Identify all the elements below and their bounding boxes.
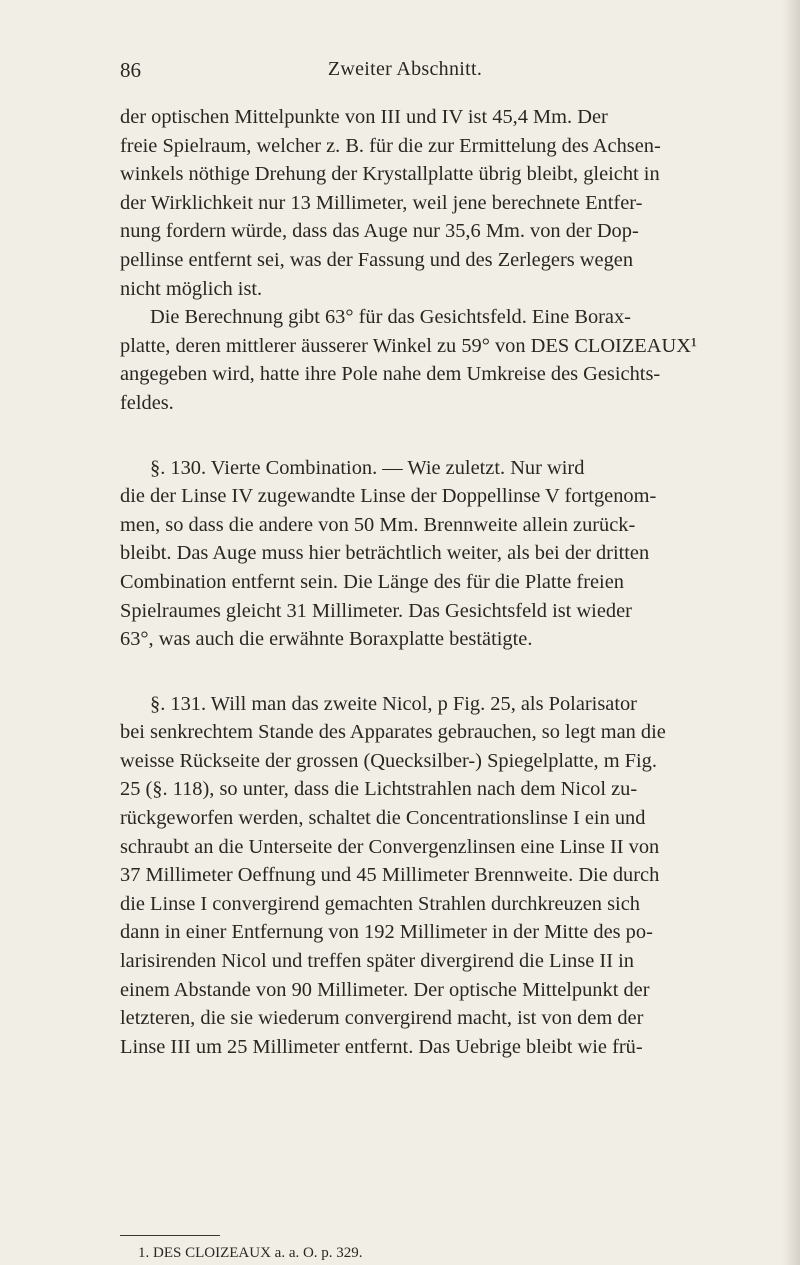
text-line: 63°, was auch die erwähnte Boraxplatte bestätigte.: [120, 628, 533, 651]
text-line: 25 (§. 118), so unter, dass die Lichtstrahlen nach dem Nicol zu-: [120, 778, 638, 801]
paragraph-2: [120, 303, 790, 417]
section-gap: [120, 654, 790, 690]
text-line: §. 130. Vierte Combination. — Wie zuletzt. Nur wird: [150, 456, 585, 479]
text-line: larisirenden Nicol und treffen später divergirend die Linse II in: [120, 950, 634, 973]
text-line: nicht möglich ist.: [120, 277, 263, 300]
paragraph-1: [120, 103, 790, 303]
page-header: [120, 58, 690, 88]
page-number: 86: [120, 58, 141, 82]
running-head: Zweiter Abschnitt.: [327, 58, 483, 80]
text-line: §. 131. Will man das zweite Nicol, p Fig. 25, als Polarisator: [150, 692, 637, 715]
text-line: der Wirklichkeit nur 13 Millimeter, weil jene berechnete Entfer-: [120, 191, 643, 214]
text-line: Die Berechnung gibt 63° für das Gesichtsfeld. Eine Borax-: [150, 306, 631, 329]
footnote: 1. DES CLOIZEAUX a. a. O. p. 329.: [138, 1245, 363, 1261]
text-line: angegeben wird, hatte ihre Pole nahe dem Umkreise des Gesichts-: [120, 363, 661, 386]
text-line: weisse Rückseite der grossen (Quecksilber-) Spiegelplatte, m Fig.: [120, 749, 657, 772]
section-130: [120, 454, 790, 654]
text-line: platte, deren mittlerer äusserer Winkel zu 59° von DES CLOIZEAUX¹: [120, 334, 698, 357]
text-line: die Linse I convergirend gemachten Strahlen durchkreuzen sich: [120, 892, 640, 915]
text-line: Combination entfernt sein. Die Länge des für die Platte freien: [120, 570, 624, 593]
text-line: men, so dass die andere von 50 Mm. Brennweite allein zurück-: [120, 513, 636, 536]
text-line: Linse III um 25 Millimeter entfernt. Das Uebrige bleibt wie frü-: [120, 1035, 643, 1058]
text-line: dann in einer Entfernung von 192 Millimeter in der Mitte des po-: [120, 921, 653, 944]
text-line: die der Linse IV zugewandte Linse der Doppellinse V fortgenom-: [120, 485, 657, 508]
section-131: [120, 690, 790, 1062]
text-line: pellinse entfernt sei, was der Fassung und des Zerlegers wegen: [120, 248, 634, 271]
body-text: [120, 103, 790, 1061]
text-line: rückgeworfen werden, schaltet die Concentrationslinse I ein und: [120, 807, 646, 830]
text-line: schraubt an die Unterseite der Convergenzlinsen eine Linse II von: [120, 835, 660, 858]
text-line: einem Abstande von 90 Millimeter. Der optische Mittelpunkt der: [120, 978, 650, 1001]
text-line: nung fordern würde, dass das Auge nur 35,6 Mm. von der Dop-: [120, 220, 639, 243]
text-line: 37 Millimeter Oeffnung und 45 Millimeter Brennweite. Die durch: [120, 864, 660, 887]
text-line: freie Spielraum, welcher z. B. für die zur Ermittelung des Achsen-: [120, 134, 661, 157]
text-line: der optischen Mittelpunkte von III und IV ist 45,4 Mm. Der: [120, 106, 608, 128]
text-line: winkels nöthige Drehung der Krystallplatte übrig bleibt, gleicht in: [120, 163, 660, 186]
text-line: letzteren, die sie wiederum convergirend macht, ist von dem der: [120, 1007, 644, 1030]
text-line: bei senkrechtem Stande des Apparates gebrauchen, so legt man die: [120, 721, 666, 744]
text-line: bleibt. Das Auge muss hier beträchtlich weiter, als bei der dritten: [120, 542, 650, 565]
text-line: feldes.: [120, 391, 174, 414]
text-line: Spielraumes gleicht 31 Millimeter. Das Gesichtsfeld ist wieder: [120, 599, 632, 622]
section-gap: [120, 418, 790, 454]
footnote-divider: [120, 1235, 220, 1236]
